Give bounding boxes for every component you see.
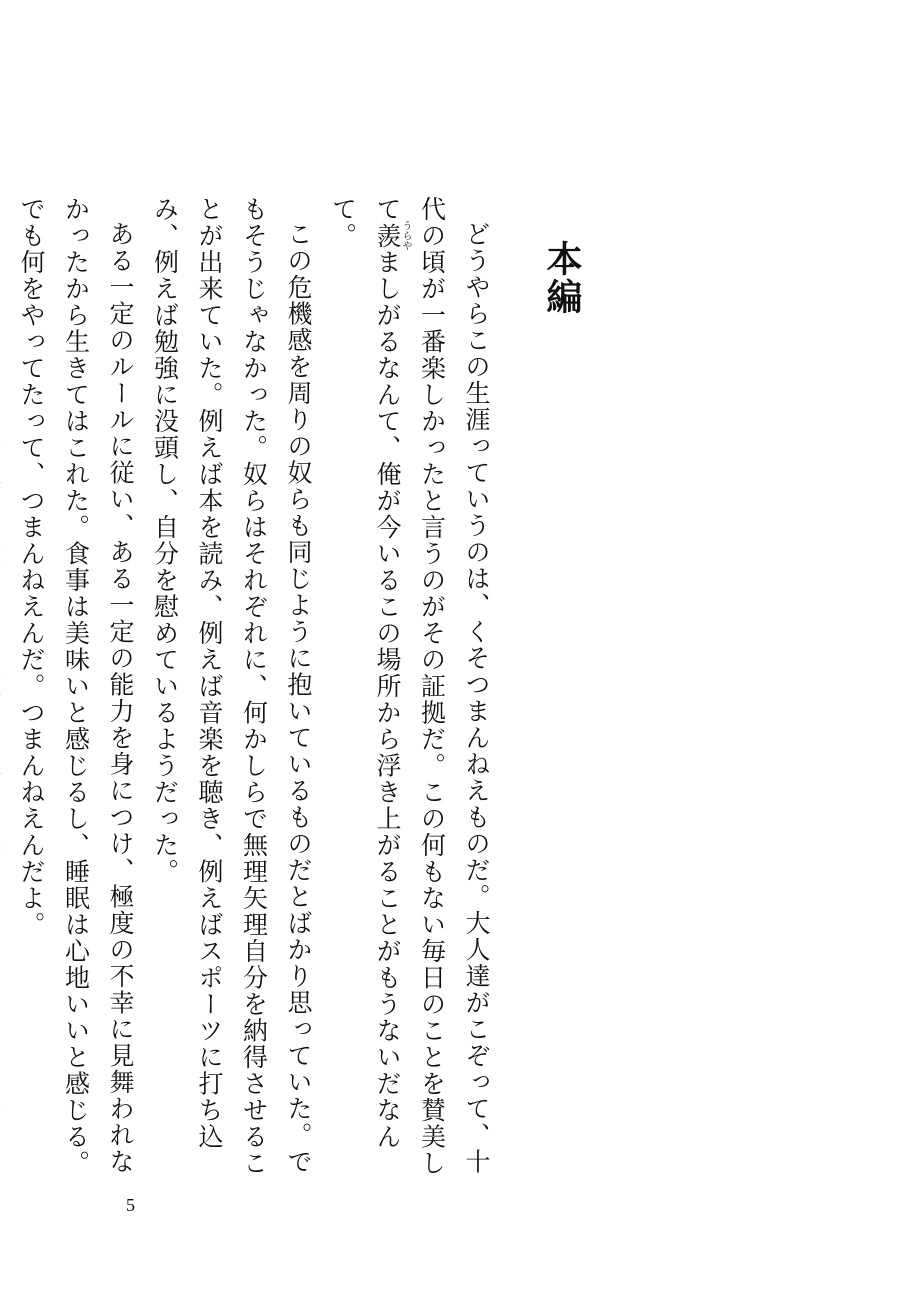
chapter-title: 本編 — [541, 240, 583, 316]
ruby-reading: うらや — [400, 220, 411, 251]
paragraph-3: ある一定のルールに従い、ある一定の能力を身につけ、極度の不幸に見舞われなかったから生きてはこれた。食事は美味いと感じるし、睡眠は心地いいと感じる。でも何をやってたって、つまんねえんだ。つまんねえんだよ。 — [17, 196, 135, 1177]
paragraph-1-part-a: どうやらこの生涯っていうのは、くそつまんねえものだ。大人達がこぞって、十代の頃が一番楽しかったと言うのがその証拠だ。この何もない毎日のことを賛美して — [373, 196, 491, 1177]
paragraph-4 — [0, 196, 9, 1196]
ruby-annotation — [373, 220, 411, 251]
paragraph-2: この危機感を周りの奴らも同じように抱いているものだとばかり思っていた。でもそうじゃなかった。奴らはそれぞれに、何かしらで無理矢理自分を納得させることが出来ていた。例えば本を読み、例えば音楽を聴き、例えばスポーツに打ち込み、例えば勉強に没頭し、自分を慰めているようだった。 — [150, 196, 313, 1177]
paragraph-1-part-b: ましがるなんて、俺が今いるこの場所から浮き上がることがもうないだなんて。 — [328, 196, 402, 1150]
ruby-base: 羨 — [373, 220, 402, 251]
body-text — [0, 196, 498, 1196]
paragraph-1 — [320, 196, 498, 1196]
page-number: 5 — [126, 1195, 135, 1215]
